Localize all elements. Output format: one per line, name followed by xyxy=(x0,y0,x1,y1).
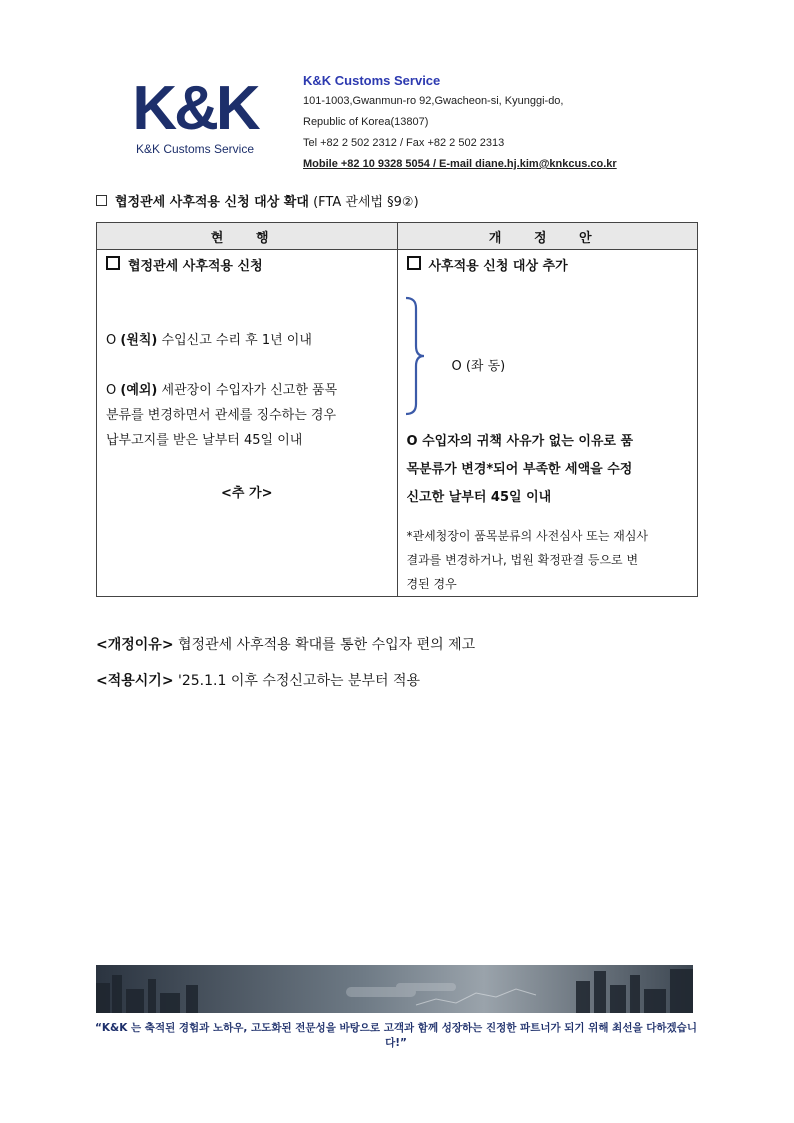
new-provision-line-2: 목분류가 변경*되어 부족한 세액을 수정 xyxy=(406,462,633,477)
principle-text: 수입신고 수리 후 1년 이내 xyxy=(161,333,312,348)
company-slogan: “K&K 는 축적된 경험과 노하우, 고도화된 전문성을 바탕으로 고객과 함께 성장하는 진정한 파트너가 되기 위해 최선을 다하겠습니다!” xyxy=(95,1022,697,1049)
company-info xyxy=(303,70,617,175)
principle-para: O (원칙) 수입신고 수리 후 1년 이내 xyxy=(106,333,312,348)
address-line-2: Republic of Korea(13807) xyxy=(303,116,429,128)
section-title-ref: (FTA 관세법 §9②) xyxy=(313,195,419,210)
header-proposed: 개 정 안 xyxy=(397,223,698,250)
current-heading xyxy=(106,254,388,279)
city-banner-image xyxy=(96,965,693,1013)
application-date-text: '25.1.1 이후 수정신고하는 분부터 적용 xyxy=(178,673,421,689)
new-provision-line-3: 신고한 날부터 45일 이내 xyxy=(406,490,552,505)
exception-para: O (예외) 세관장이 수입자가 신고한 품목 분류를 변경하면서 관세를 징수하는 경우 납부고지를 받은 날부터 45일 이내 xyxy=(106,378,388,453)
comparison-table xyxy=(96,222,698,597)
proposed-heading-text: 사후적용 신청 대상 추가 xyxy=(428,259,568,274)
current-cell xyxy=(97,250,398,597)
tel-fax: Tel +82 2 502 2312 / Fax +82 2 502 2313 xyxy=(303,137,505,149)
exception-line-1: 세관장이 수입자가 신고한 품목 xyxy=(161,383,338,398)
company-logo xyxy=(120,74,270,156)
current-heading-text: 협정관세 사후적용 신청 xyxy=(128,259,263,274)
application-date-label: <적용시기> xyxy=(96,673,174,689)
curly-brace-icon xyxy=(402,296,426,416)
added-marker xyxy=(106,481,388,506)
footnote-line-3: 경된 경우 xyxy=(406,577,457,591)
principle-label: (원칙) xyxy=(120,333,158,348)
checkbox-icon xyxy=(106,256,120,270)
footnote-line-1: *관세청장이 품목분류의 사전심사 또는 재심사 xyxy=(406,529,649,543)
address-line-1: 101-1003,Gwanmun-ro 92,Gwacheon-si, Kyunggi-do, xyxy=(303,95,564,107)
header-current: 현 행 xyxy=(97,223,398,250)
added-marker-text: <추 가> xyxy=(221,486,273,501)
company-name: K&K Customs Service xyxy=(303,73,441,88)
revision-reason xyxy=(96,634,475,654)
checkbox-icon xyxy=(96,195,107,206)
exception-line-2: 분류를 변경하면서 관세를 징수하는 경우 xyxy=(106,408,337,423)
revision-reason-label: <개정이유> xyxy=(96,637,174,653)
mobile-email: Mobile +82 10 9328 5054 / E-mail diane.hj.kim@knkcus.co.kr xyxy=(303,158,617,170)
application-date xyxy=(96,670,420,690)
same-as-left: O (좌 동) xyxy=(451,359,506,374)
footnote-line-2: 결과를 변경하거나, 법원 확정판결 등으로 변 xyxy=(406,553,639,567)
logo-subtitle: K&K Customs Service xyxy=(135,142,255,156)
footnote xyxy=(407,524,689,596)
section-title-text: 협정관세 사후적용 신청 대상 확대 xyxy=(115,195,309,210)
checkbox-icon xyxy=(407,256,421,270)
proposed-heading xyxy=(407,254,689,279)
proposed-cell xyxy=(397,250,698,597)
exception-line-3: 납부고지를 받은 날부터 45일 이내 xyxy=(106,433,303,448)
new-provision xyxy=(407,428,689,512)
new-provision-line-1: O 수입자의 귀책 사유가 없는 이유로 품 xyxy=(406,434,634,449)
revision-reason-text: 협정관세 사후적용 확대를 통한 수입자 편의 제고 xyxy=(178,637,476,653)
exception-label: (예외) xyxy=(120,383,158,398)
section-title xyxy=(96,191,419,210)
logo-mark: K&K xyxy=(132,74,258,143)
